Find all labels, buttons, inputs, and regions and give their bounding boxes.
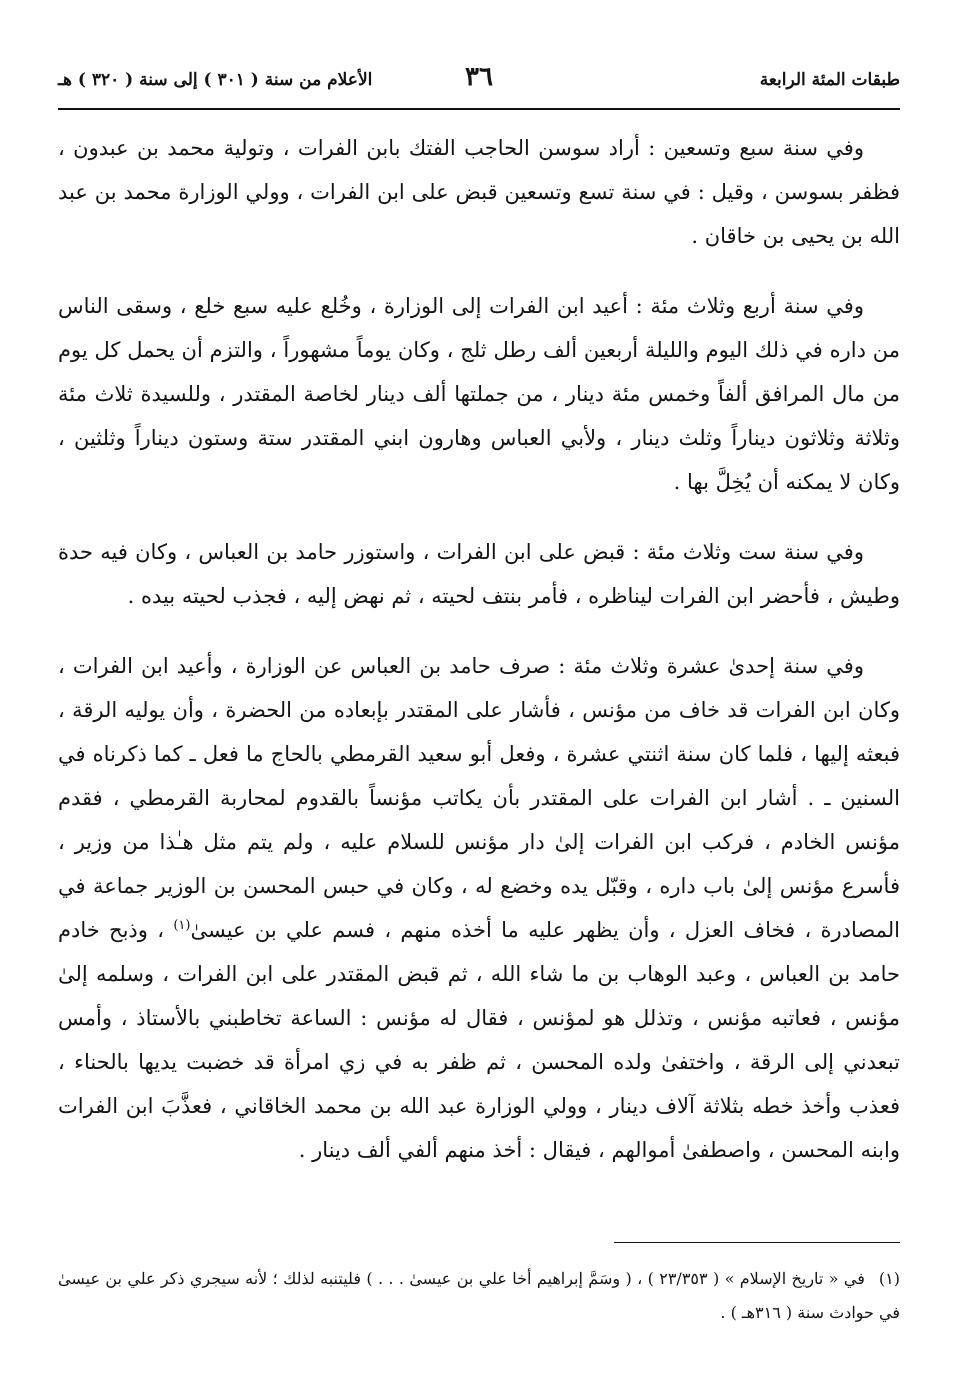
- paragraph-text: وفي سنة إحدىٰ عشرة وثلاث مئة : صرف حامد بن العباس عن الوزارة ، وأعيد ابن الفرات ، وكان ابن الفرات قد خاف من مؤنس ، فأشار على المقتدر بإبعاده من الحضرة ، وأن يوليه الرقة ، فبعثه إليها ، فلما كان سنة اثنتي عشرة ، وفعل أبو سعيد القرمطي بالحاج ما فعل ـ كما ذكرناه في السنين ـ . أشار ابن الفرات على المقتدر بأن يكاتب مؤنساً بالقدوم لمحاربة القرمطي ، فقدم مؤنس الخادم ، فركب ابن الفرات إلىٰ دار مؤنس للسلام عليه ، ولم يتم مثل هـٰذا من وزير ، فأسرع مؤنس إلىٰ باب داره ، وقبّل يده وخضع له ، وكان في حبس المحسن بن الوزير جماعة في المصادرة ، فخاف العزل ، وأن يظهر عليه ما أخذه منهم ، فسم علي بن عيسىٰ: [58, 654, 901, 942]
- footnote-divider: [614, 1242, 900, 1243]
- main-text: [58, 126, 900, 1198]
- header-section-title: طبقات المئة الرابعة: [759, 70, 900, 90]
- header-divider: [58, 108, 900, 110]
- paragraph: [58, 644, 900, 1172]
- footnote-marker: (١): [878, 1269, 900, 1288]
- footnote: [58, 1262, 900, 1330]
- paragraph-text: ، وذبح خادم حامد بن العباس ، وعبد الوهاب بن ما شاء الله ، ثم قبض المقتدر على ابن الفرات ، وسلمه إلىٰ مؤنس ، فعاتبه مؤنس ، وتذلل هو لمؤنس ، فقال له مؤنس : الساعة تخاطبني بالأستاذ ، وأمس تبعدني إلى الرقة ، واختفىٰ ولده المحسن ، ثم ظفر به في زي امرأة قد خضبت يديها بالحناء ، فعذب وأخذ خطه بثلاثة آلاف دينار ، وولي الوزارة عبد الله بن محمد الخاقاني ، فعذَّبَ ابن الفرات وابنه المحسن ، واصطفىٰ أموالهم ، فيقال : أخذ منهم ألفي ألف دينار .: [58, 918, 900, 1162]
- header-range-title: الأعلام من سنة ( ٣٠١ ) إلى سنة ( ٣٢٠ ) هـ: [58, 70, 373, 90]
- paragraph: وفي سنة ست وثلاث مئة : قبض على ابن الفرات ، واستوزر حامد بن العباس ، وكان فيه حدة وطيش ، فأحضر ابن الفرات ليناظره ، فأمر بنتف لحيته ، ثم نهض إليه ، فجذب لحيته بيده .: [58, 540, 900, 608]
- running-header: [58, 62, 900, 106]
- paragraph: وفي سنة أربع وثلاث مئة : أعيد ابن الفرات إلى الوزارة ، وخُلع عليه سبع خلع ، وسقى الناس من داره في ذلك اليوم والليلة أربعين ألف رطل ثلج ، وكان يوماً مشهوراً ، والتزم أن يحمل كل يوم من مال المرافق ألفاً وخمس مئة دينار ، من جملتها ألف دينار لخاصة المقتدر ، وللسيدة ثلاث مئة وثلاثة وثلاثون ديناراً وثلث دينار ، ولأبي العباس وهارون ابني المقتدر ستة وستون ديناراً وثلثين ، وكان لا يمكنه أن يُخِلَّ بها .: [58, 294, 900, 494]
- page-number: ٣٦: [465, 62, 493, 92]
- footnote-reference[interactable]: (١): [173, 918, 191, 933]
- footnote-text: في « تاريخ الإسلام » ( ٢٣/٣٥٣ ) ، ( وسَمَّ إبراهيم أخا علي بن عيسىٰ . . . ) فليتنبه لذلك ؛ لأنه سيجري ذكر علي بن عيسىٰ في حوادث سنة ( ٣١٦هـ ) .: [58, 1269, 900, 1322]
- paragraph: وفي سنة سبع وتسعين : أراد سوسن الحاجب الفتك بابن الفرات ، وتولية محمد بن عبدون ، فظفر بسوسن ، وقيل : في سنة تسع وتسعين قبض على ابن الفرات ، وولي الوزارة محمد بن عبد الله بن يحيى بن خاقان .: [58, 136, 900, 248]
